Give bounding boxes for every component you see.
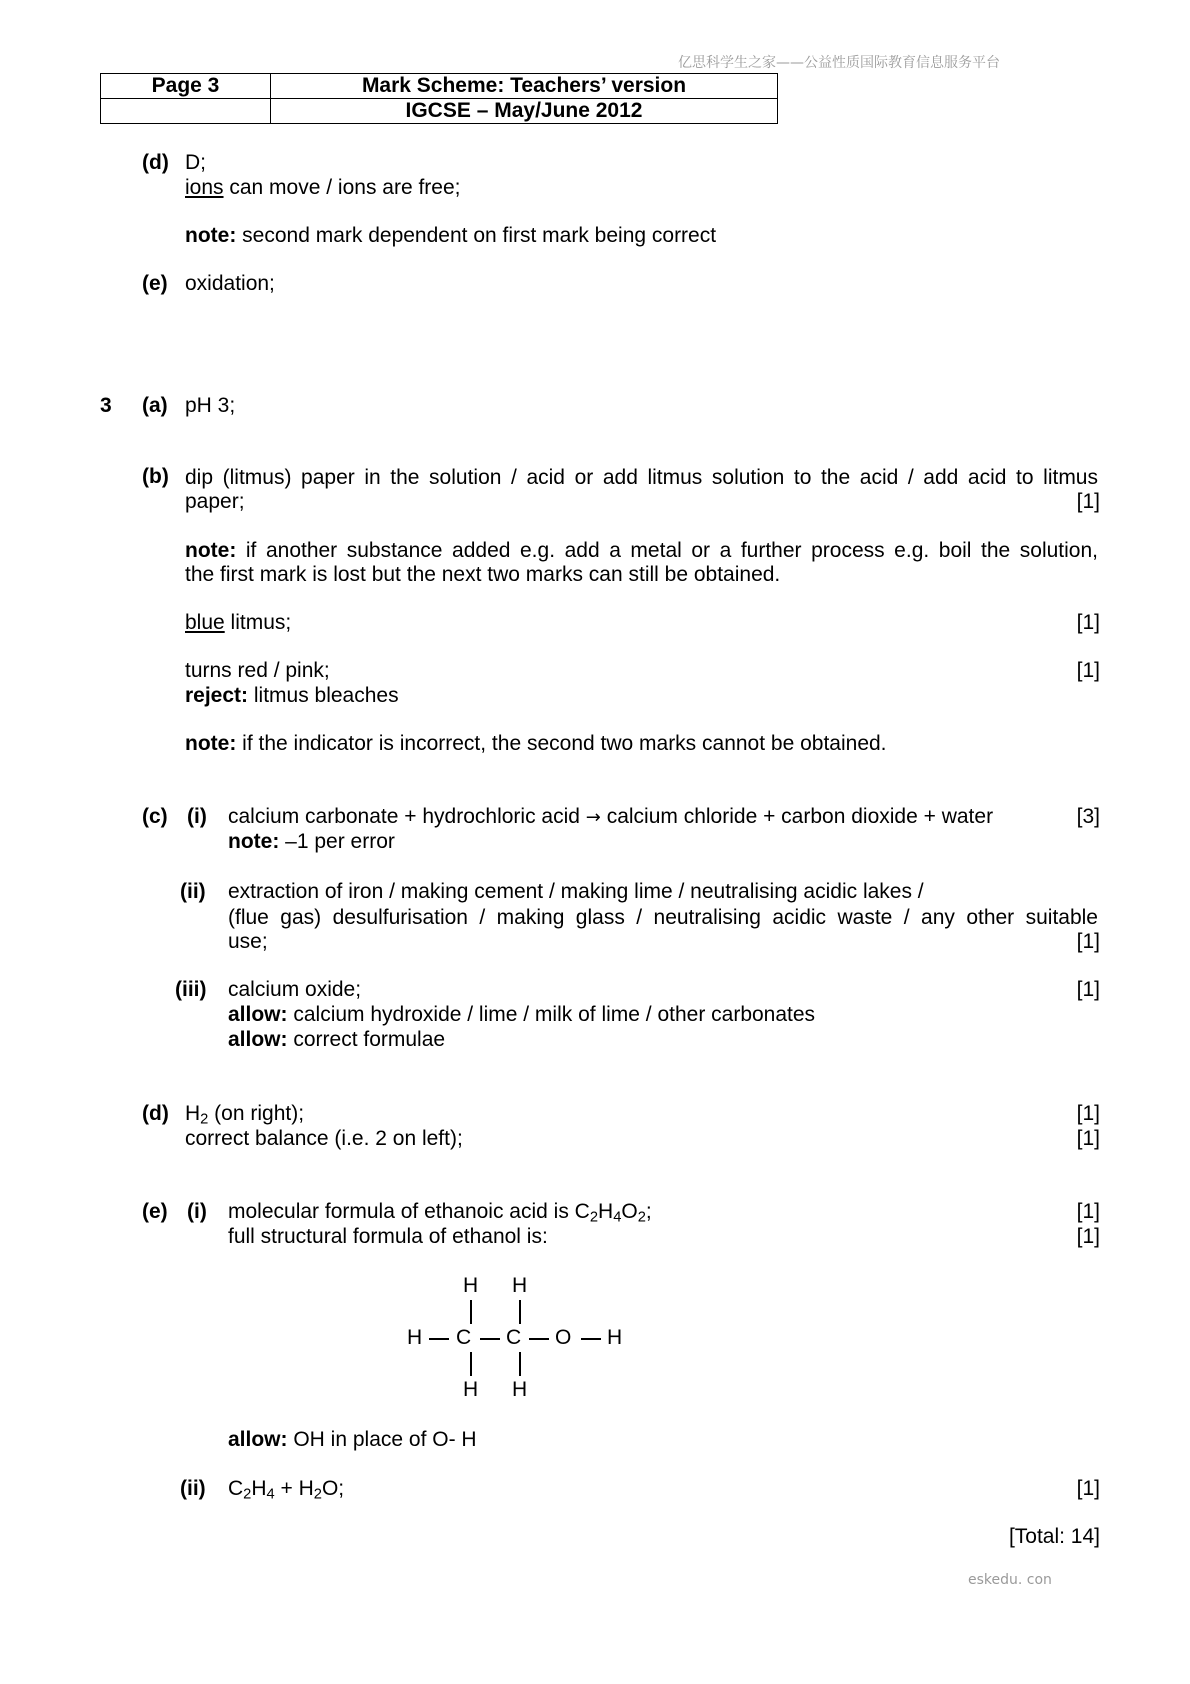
q2d-note: [185, 224, 716, 248]
litmus-rest: litmus;: [224, 611, 292, 634]
q3cii-line3: use;: [228, 930, 268, 953]
atom-o: O: [555, 1326, 572, 1349]
subscript: 4: [266, 1486, 275, 1503]
q2e-label: (e): [142, 272, 168, 295]
q3d-mark2: [1]: [1076, 1127, 1100, 1150]
semicolon: ;: [645, 1200, 652, 1223]
ions-underlined: ions: [185, 176, 224, 199]
allow-text: correct formulae: [287, 1028, 446, 1051]
q3e-label: (e): [142, 1200, 168, 1223]
reject-text: litmus bleaches: [248, 684, 399, 707]
o-symbol: O: [621, 1200, 638, 1223]
q3ei-line1: [228, 1200, 652, 1224]
q3a-label: (a): [142, 394, 168, 417]
q2d-label: (d): [142, 151, 169, 174]
subscript: 2: [243, 1486, 252, 1503]
q3eii-label: (ii): [180, 1477, 206, 1500]
q3cii-line1: extraction of iron / making cement / making lime / neutralising acidic lakes /: [228, 880, 924, 903]
header-empty: [101, 99, 271, 124]
note-text: second mark dependent on first mark being correct: [236, 224, 717, 247]
note-label: note:: [185, 732, 237, 755]
q3ci-label: (i): [187, 805, 207, 828]
q3b-line1: [185, 465, 1098, 515]
arrow-icon: →: [585, 807, 601, 828]
atom-c: C: [456, 1326, 472, 1349]
h-symbol: H: [598, 1200, 614, 1223]
q3b-line1-text: dip (litmus) paper in the solution / acid or add litmus solution to the acid / add acid to litmus: [185, 466, 1098, 489]
note-text: –1 per error: [279, 830, 395, 853]
bond-line: [470, 1352, 472, 1376]
q2d-line2-rest: can move / ions are free;: [223, 176, 461, 199]
h-symbol: H: [185, 1102, 201, 1125]
watermark-bottom: eskedu. con: [968, 1572, 1052, 1588]
q3d-mark1: [1]: [1076, 1102, 1100, 1125]
q3ei-mark1: [1]: [1076, 1200, 1100, 1223]
subscript: 2: [589, 1209, 599, 1226]
note-label: note:: [185, 224, 237, 247]
q2d-answer: D;: [185, 151, 206, 174]
note-label: note:: [228, 830, 280, 853]
q3d-line1-rest: (on right);: [208, 1102, 305, 1125]
header-exam: IGCSE – May/June 2012: [271, 99, 778, 124]
subscript: 4: [613, 1209, 622, 1226]
subscript: 2: [637, 1209, 646, 1226]
q3cii-line2-text: (flue gas) desulfurisation / making glass / neutralising acidic waste / any other suitable: [228, 906, 1098, 929]
watermark-top: 亿思科学生之家——公益性质国际教育信息服务平台: [678, 55, 1000, 71]
note-label: note:: [185, 539, 237, 562]
eq-products: calcium chloride + carbon dioxide + water: [600, 805, 994, 828]
q3ei-mark2: [1]: [1076, 1225, 1100, 1248]
bond-line: [480, 1338, 500, 1340]
note1-line1: if another substance added e.g. add a metal or a further process e.g. boil the solution,: [236, 539, 1098, 562]
o-symbol: O;: [321, 1477, 345, 1500]
q3ciii-allow1: [228, 1003, 815, 1027]
q3ci-note: [228, 830, 395, 854]
atom-h: H: [512, 1378, 528, 1401]
c-symbol: C: [228, 1477, 244, 1500]
bond-line: [519, 1352, 521, 1376]
bond-line: [470, 1300, 472, 1324]
plus-h: + H: [274, 1477, 314, 1500]
subscript: 2: [313, 1486, 322, 1503]
q3cii-line2: [228, 905, 1098, 955]
header-table: [100, 73, 778, 124]
q3ciii-label: (iii): [175, 978, 207, 1001]
q2e-answer: oxidation;: [185, 272, 275, 295]
bond-line: [429, 1338, 449, 1340]
q3b-turns: turns red / pink;: [185, 659, 330, 682]
atom-h: H: [607, 1326, 623, 1349]
atom-h: H: [463, 1274, 479, 1297]
h-symbol: H: [251, 1477, 267, 1500]
q3cii-label: (ii): [180, 880, 206, 903]
atom-h: H: [463, 1378, 479, 1401]
q3d-label: (d): [142, 1102, 169, 1125]
q3b-mark3: [1]: [1076, 659, 1100, 682]
bond-line: [519, 1300, 521, 1324]
allow-text: calcium hydroxide / lime / milk of lime / other carbonates: [287, 1003, 816, 1026]
q3b-note1-line2: the first mark is lost but the next two marks can still be obtained.: [185, 563, 781, 586]
q3ciii-line1: calcium oxide;: [228, 978, 362, 1001]
atom-h: H: [407, 1326, 423, 1349]
q2d-line2: [185, 176, 460, 200]
ethanol-structure-diagram: [400, 1275, 640, 1405]
bond-line: [529, 1338, 549, 1340]
q3ci-equation: [228, 805, 993, 829]
allow-label: allow:: [228, 1003, 288, 1026]
reject-label: reject:: [185, 684, 249, 707]
total-marks: [Total: 14]: [1008, 1525, 1100, 1548]
q3-number: 3: [100, 394, 112, 417]
header-title: Mark Scheme: Teachers’ version: [271, 74, 778, 99]
q3d-line2: correct balance (i.e. 2 on left);: [185, 1127, 463, 1150]
q3c-label: (c): [142, 805, 168, 828]
q3b-note2: [185, 732, 887, 756]
q3b-line2: paper;: [185, 490, 245, 513]
q3ei-line2: full structural formula of ethanol is:: [228, 1225, 548, 1248]
q3b-reject: [185, 684, 399, 708]
bond-line: [581, 1338, 601, 1340]
eq-reactants: calcium carbonate + hydrochloric acid: [228, 805, 586, 828]
allow-label: allow:: [228, 1028, 288, 1051]
formula-text: molecular formula of ethanoic acid is C: [228, 1200, 590, 1223]
q3eii-answer: [228, 1477, 344, 1501]
q3ciii-mark: [1]: [1076, 978, 1100, 1001]
note2-text: if the indicator is incorrect, the second two marks cannot be obtained.: [236, 732, 887, 755]
q3ei-label: (i): [187, 1200, 207, 1223]
q3b-litmus: [185, 611, 291, 635]
page-number: Page 3: [101, 74, 271, 99]
blue-underlined: blue: [185, 611, 225, 634]
q3ei-allow: [228, 1428, 477, 1452]
subscript: 2: [200, 1111, 209, 1128]
q3d-line1: [185, 1102, 304, 1126]
q3a-answer: pH 3;: [185, 394, 236, 417]
q3ci-mark: [3]: [1076, 805, 1100, 828]
atom-h: H: [512, 1274, 528, 1297]
q3b-label: (b): [142, 465, 169, 488]
q3ciii-allow2: [228, 1028, 445, 1052]
q3eii-mark: [1]: [1076, 1477, 1100, 1500]
q3b-mark2: [1]: [1076, 611, 1100, 634]
q3cii-mark: [1]: [1076, 930, 1100, 953]
allow-label: allow:: [228, 1428, 288, 1451]
atom-c: C: [506, 1326, 522, 1349]
q3b-mark1: [1]: [1076, 490, 1100, 513]
allow-text: OH in place of O- H: [287, 1428, 477, 1451]
